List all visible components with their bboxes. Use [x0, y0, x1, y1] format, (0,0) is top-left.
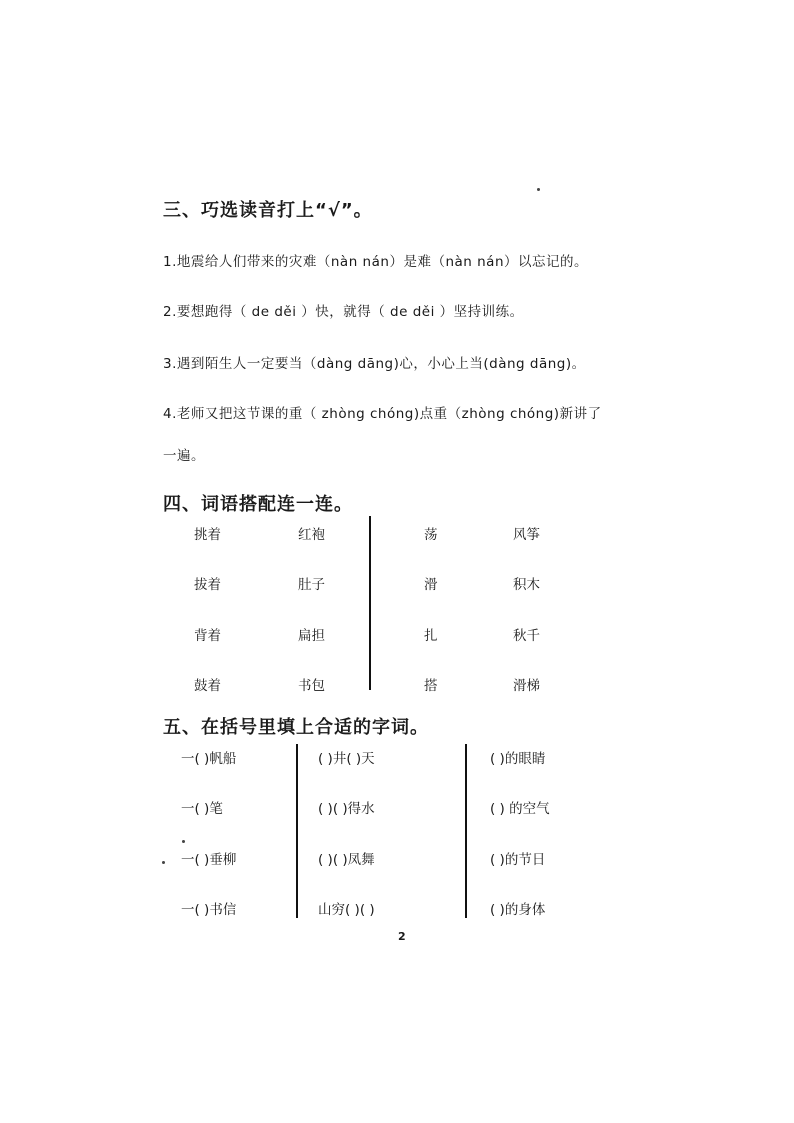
match-left-target: 扁担	[298, 628, 325, 644]
fill-blank-measure: 一( )笔	[181, 801, 223, 817]
match-left-word: 背着	[194, 628, 221, 644]
fill-blank-adjective: ( )的节日	[490, 852, 546, 868]
match-left-word: 拔着	[194, 577, 221, 593]
match-right-word: 滑	[424, 577, 438, 593]
match-left-word: 鼓着	[194, 678, 221, 694]
fill-blank-adjective: ( )的身体	[490, 902, 546, 918]
section4-divider	[369, 516, 371, 690]
match-right-target: 风筝	[513, 527, 540, 543]
match-left-word: 挑着	[194, 527, 221, 543]
section3-heading: 三、巧选读音打上“√”。	[163, 200, 373, 221]
section4-heading: 四、词语搭配连一连。	[163, 494, 353, 515]
fill-blank-measure: 一( )帆船	[181, 751, 237, 767]
scan-speck	[162, 861, 165, 864]
match-right-word: 荡	[424, 527, 438, 543]
fill-blank-idiom: ( )( )得水	[318, 801, 375, 817]
fill-blank-measure: 一( )垂柳	[181, 852, 237, 868]
match-left-target: 书包	[298, 678, 325, 694]
match-right-target: 滑梯	[513, 678, 540, 694]
match-right-word: 扎	[424, 628, 438, 644]
fill-blank-idiom: ( )( )凤舞	[318, 852, 375, 868]
section5-heading: 五、在括号里填上合适的字词。	[163, 717, 429, 738]
section3-question-3: 3.遇到陌生人一定要当（dàng dāng)心，小心上当(dàng dāng)。	[163, 356, 586, 372]
fill-blank-idiom: ( )井( )天	[318, 751, 375, 767]
match-right-target: 秋千	[513, 628, 540, 644]
match-right-word: 搭	[424, 678, 438, 694]
fill-blank-adjective: ( ) 的空气	[490, 801, 550, 817]
section3-question-4-line1: 4.老师又把这节课的重（ zhòng chóng)点重（zhòng chóng)新讲了	[163, 406, 602, 422]
scan-speck	[182, 840, 185, 843]
section5-divider-2	[465, 744, 467, 918]
section3-question-2: 2.要想跑得（ de děi ）快，就得（ de děi ）坚持训练。	[163, 304, 524, 320]
fill-blank-measure: 一( )书信	[181, 902, 237, 918]
section3-question-1: 1.地震给人们带来的灾难（nàn nán）是难（nàn nán）以忘记的。	[163, 254, 589, 270]
fill-blank-idiom: 山穷( )( )	[318, 902, 375, 918]
section5-divider-1	[296, 744, 298, 918]
match-left-target: 肚子	[298, 577, 325, 593]
section3-question-4-line2: 一遍。	[163, 448, 205, 464]
fill-blank-adjective: ( )的眼睛	[490, 751, 546, 767]
match-left-target: 红袍	[298, 527, 325, 543]
page-number: 2	[398, 930, 406, 943]
scan-speck	[537, 188, 540, 191]
match-right-target: 积木	[513, 577, 540, 593]
